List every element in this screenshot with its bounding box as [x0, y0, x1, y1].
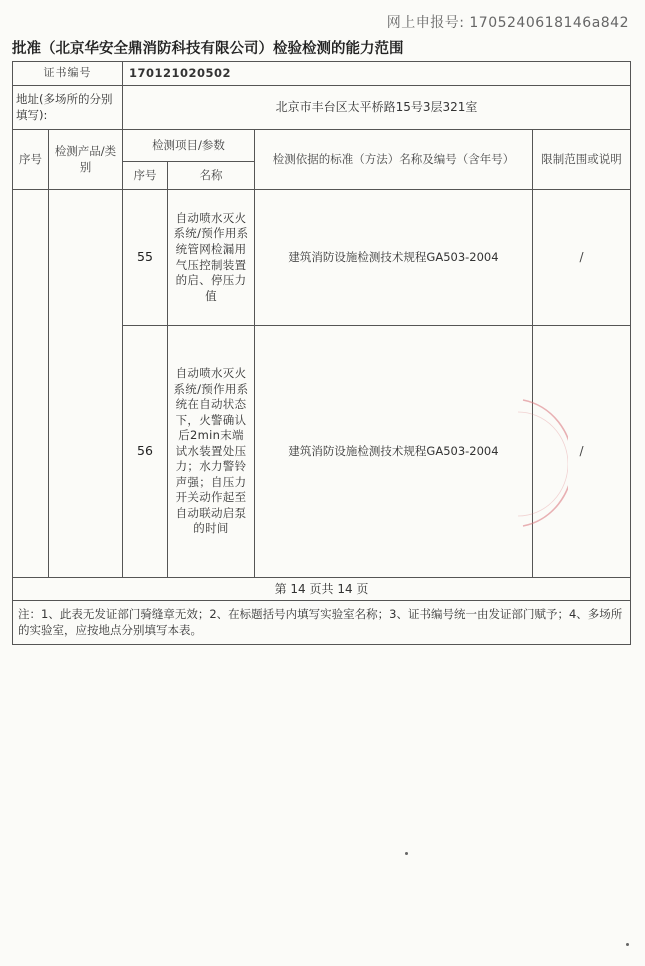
header-item-seq: 序号 [123, 162, 168, 190]
pager-row [13, 578, 631, 601]
header-limit: 限制范围或说明 [533, 130, 631, 190]
footnote: 注：1、此表无发证部门骑缝章无效；2、在标题括号内填写实验室名称；3、证书编号统一由发证部门赋予；4、多场所的实验室，应按地点分别填写本表。 [13, 601, 631, 645]
address-label: 地址(多场所的分别填写): [13, 86, 123, 130]
header-standard: 检测依据的标准（方法）名称及编号（含年号） [255, 130, 533, 190]
address-row [13, 86, 631, 130]
scan-speck [405, 852, 408, 855]
header-item-param: 检测项目/参数 [123, 130, 255, 162]
header-product: 检测产品/类别 [49, 130, 123, 190]
table-row [13, 190, 631, 326]
item-standard: 建筑消防设施检测技术规程GA503-2004 [255, 190, 533, 326]
online-report-number: 网上申报号: 1705240618146a842 [386, 15, 629, 31]
header-item-name: 名称 [168, 162, 255, 190]
row-seq-cell [13, 190, 49, 578]
scan-speck [626, 943, 629, 946]
item-standard: 建筑消防设施检测技术规程GA503-2004 [255, 326, 533, 578]
address-value: 北京市丰台区太平桥路15号3层321室 [123, 86, 631, 130]
certificate-row [13, 62, 631, 86]
item-limit: / [533, 326, 631, 578]
item-name: 自动喷水灭火系统/预作用系统管网检漏用气压控制装置的启、停压力值 [168, 190, 255, 326]
certificate-label: 证书编号 [13, 62, 123, 86]
page-indicator: 第 14 页共 14 页 [13, 578, 631, 601]
item-limit: / [533, 190, 631, 326]
item-number: 55 [123, 190, 168, 326]
header-row-1 [13, 130, 631, 162]
row-product-cell [49, 190, 123, 578]
item-number: 56 [123, 326, 168, 578]
header-seq: 序号 [13, 130, 49, 190]
item-name: 自动喷水灭火系统/预作用系统在自动状态下，火警确认后2min末端试水装置处压力；水力警铃声强；自压力开关动作起至自动联动启泵的时间 [168, 326, 255, 578]
capability-scope-table [12, 61, 631, 645]
note-row [13, 601, 631, 645]
certificate-number: 170121020502 [123, 62, 631, 86]
document-title: 批准（北京华安全鼎消防科技有限公司）检验检测的能力范围 [12, 41, 404, 57]
